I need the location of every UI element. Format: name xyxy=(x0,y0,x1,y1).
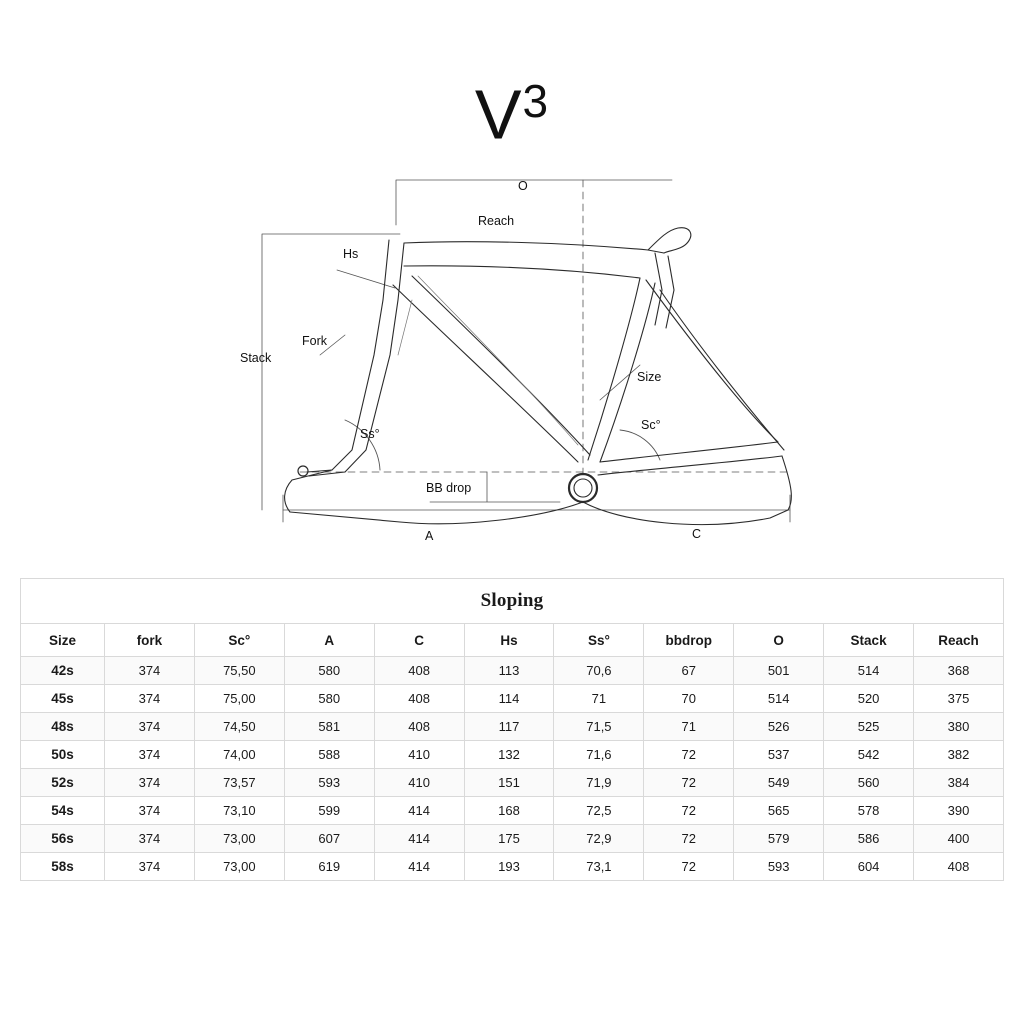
cell-ss: 71,6 xyxy=(554,741,644,769)
cell-sc: 74,50 xyxy=(194,713,284,741)
cell-sc: 75,00 xyxy=(194,685,284,713)
col-header-bbdrop: bbdrop xyxy=(644,624,734,657)
label-fork: Fork xyxy=(302,334,327,348)
cell-reach: 408 xyxy=(914,853,1004,881)
cell-stack: 514 xyxy=(824,657,914,685)
cell-reach: 375 xyxy=(914,685,1004,713)
cell-hs: 117 xyxy=(464,713,554,741)
col-header-o: O xyxy=(734,624,824,657)
cell-o: 501 xyxy=(734,657,824,685)
label-hs: Hs xyxy=(343,247,359,261)
table-row xyxy=(21,825,1004,853)
cell-o: 549 xyxy=(734,769,824,797)
cell-o: 526 xyxy=(734,713,824,741)
cell-a: 619 xyxy=(284,853,374,881)
frame-geometry-diagram xyxy=(0,150,1024,570)
cell-sc: 73,00 xyxy=(194,853,284,881)
cell-o: 593 xyxy=(734,853,824,881)
cell-sc: 73,10 xyxy=(194,797,284,825)
cell-size: 52s xyxy=(21,769,105,797)
cell-a: 593 xyxy=(284,769,374,797)
label-bb-drop: BB drop xyxy=(426,481,472,495)
cell-sc: 73,00 xyxy=(194,825,284,853)
cell-bbdrop: 72 xyxy=(644,853,734,881)
table-row xyxy=(21,741,1004,769)
cell-reach: 368 xyxy=(914,657,1004,685)
cell-sc: 73,57 xyxy=(194,769,284,797)
cell-stack: 604 xyxy=(824,853,914,881)
col-header-c: C xyxy=(374,624,464,657)
cell-sc: 75,50 xyxy=(194,657,284,685)
cell-stack: 578 xyxy=(824,797,914,825)
cell-fork: 374 xyxy=(105,769,195,797)
cell-a: 581 xyxy=(284,713,374,741)
cell-c: 414 xyxy=(374,797,464,825)
cell-size: 56s xyxy=(21,825,105,853)
cell-fork: 374 xyxy=(105,685,195,713)
table-row xyxy=(21,769,1004,797)
logo-number: 3 xyxy=(522,75,550,127)
cell-o: 579 xyxy=(734,825,824,853)
cell-hs: 132 xyxy=(464,741,554,769)
cell-fork: 374 xyxy=(105,825,195,853)
cell-o: 514 xyxy=(734,685,824,713)
table-row xyxy=(21,685,1004,713)
cell-c: 414 xyxy=(374,853,464,881)
cell-ss: 71 xyxy=(554,685,644,713)
cell-reach: 390 xyxy=(914,797,1004,825)
label-reach: Reach xyxy=(478,214,515,228)
cell-c: 410 xyxy=(374,741,464,769)
logo-letter: V xyxy=(474,75,523,154)
cell-a: 588 xyxy=(284,741,374,769)
col-header-hs: Hs xyxy=(464,624,554,657)
table-row xyxy=(21,797,1004,825)
cell-bbdrop: 72 xyxy=(644,769,734,797)
cell-size: 48s xyxy=(21,713,105,741)
geometry-table xyxy=(20,578,1004,881)
table-row xyxy=(21,713,1004,741)
cell-hs: 151 xyxy=(464,769,554,797)
cell-reach: 382 xyxy=(914,741,1004,769)
cell-c: 408 xyxy=(374,713,464,741)
cell-sc: 74,00 xyxy=(194,741,284,769)
cell-a: 580 xyxy=(284,657,374,685)
label-sc-angle: Sc° xyxy=(641,418,661,432)
cell-ss: 73,1 xyxy=(554,853,644,881)
cell-bbdrop: 71 xyxy=(644,713,734,741)
col-header-ss: Ss° xyxy=(554,624,644,657)
cell-hs: 193 xyxy=(464,853,554,881)
cell-fork: 374 xyxy=(105,741,195,769)
label-a: A xyxy=(425,529,434,543)
cell-fork: 374 xyxy=(105,657,195,685)
cell-c: 410 xyxy=(374,769,464,797)
cell-o: 537 xyxy=(734,741,824,769)
cell-ss: 72,9 xyxy=(554,825,644,853)
cell-stack: 586 xyxy=(824,825,914,853)
cell-fork: 374 xyxy=(105,797,195,825)
cell-ss: 71,5 xyxy=(554,713,644,741)
cell-bbdrop: 72 xyxy=(644,741,734,769)
cell-ss: 72,5 xyxy=(554,797,644,825)
cell-a: 607 xyxy=(284,825,374,853)
cell-hs: 175 xyxy=(464,825,554,853)
cell-bbdrop: 72 xyxy=(644,797,734,825)
cell-fork: 374 xyxy=(105,853,195,881)
cell-stack: 560 xyxy=(824,769,914,797)
cell-stack: 520 xyxy=(824,685,914,713)
cell-size: 54s xyxy=(21,797,105,825)
cell-bbdrop: 67 xyxy=(644,657,734,685)
cell-reach: 380 xyxy=(914,713,1004,741)
table-row xyxy=(21,657,1004,685)
col-header-stack: Stack xyxy=(824,624,914,657)
col-header-sc: Sc° xyxy=(194,624,284,657)
label-size: Size xyxy=(637,370,662,384)
table-row xyxy=(21,853,1004,881)
cell-a: 580 xyxy=(284,685,374,713)
cell-bbdrop: 72 xyxy=(644,825,734,853)
table-title-row xyxy=(21,579,1004,624)
cell-size: 42s xyxy=(21,657,105,685)
label-ss-angle: Ss° xyxy=(360,427,380,441)
col-header-reach: Reach xyxy=(914,624,1004,657)
cell-c: 408 xyxy=(374,685,464,713)
cell-hs: 114 xyxy=(464,685,554,713)
cell-a: 599 xyxy=(284,797,374,825)
cell-hs: 113 xyxy=(464,657,554,685)
cell-reach: 384 xyxy=(914,769,1004,797)
label-stack: Stack xyxy=(240,351,272,365)
label-c: C xyxy=(692,527,702,541)
cell-fork: 374 xyxy=(105,713,195,741)
cell-o: 565 xyxy=(734,797,824,825)
cell-c: 414 xyxy=(374,825,464,853)
col-header-a: A xyxy=(284,624,374,657)
cell-size: 50s xyxy=(21,741,105,769)
label-o: O xyxy=(518,179,528,193)
cell-ss: 70,6 xyxy=(554,657,644,685)
frame-geometry-svg xyxy=(0,150,1024,570)
col-header-size: Size xyxy=(21,624,105,657)
cell-c: 408 xyxy=(374,657,464,685)
cell-ss: 71,9 xyxy=(554,769,644,797)
brand-logo xyxy=(0,75,1024,154)
cell-hs: 168 xyxy=(464,797,554,825)
cell-reach: 400 xyxy=(914,825,1004,853)
cell-stack: 525 xyxy=(824,713,914,741)
table-header-row xyxy=(21,624,1004,657)
cell-stack: 542 xyxy=(824,741,914,769)
cell-bbdrop: 70 xyxy=(644,685,734,713)
col-header-fork: fork xyxy=(105,624,195,657)
cell-size: 58s xyxy=(21,853,105,881)
geometry-table-wrap xyxy=(20,578,1004,881)
cell-size: 45s xyxy=(21,685,105,713)
table-title: Sloping xyxy=(21,579,1004,624)
